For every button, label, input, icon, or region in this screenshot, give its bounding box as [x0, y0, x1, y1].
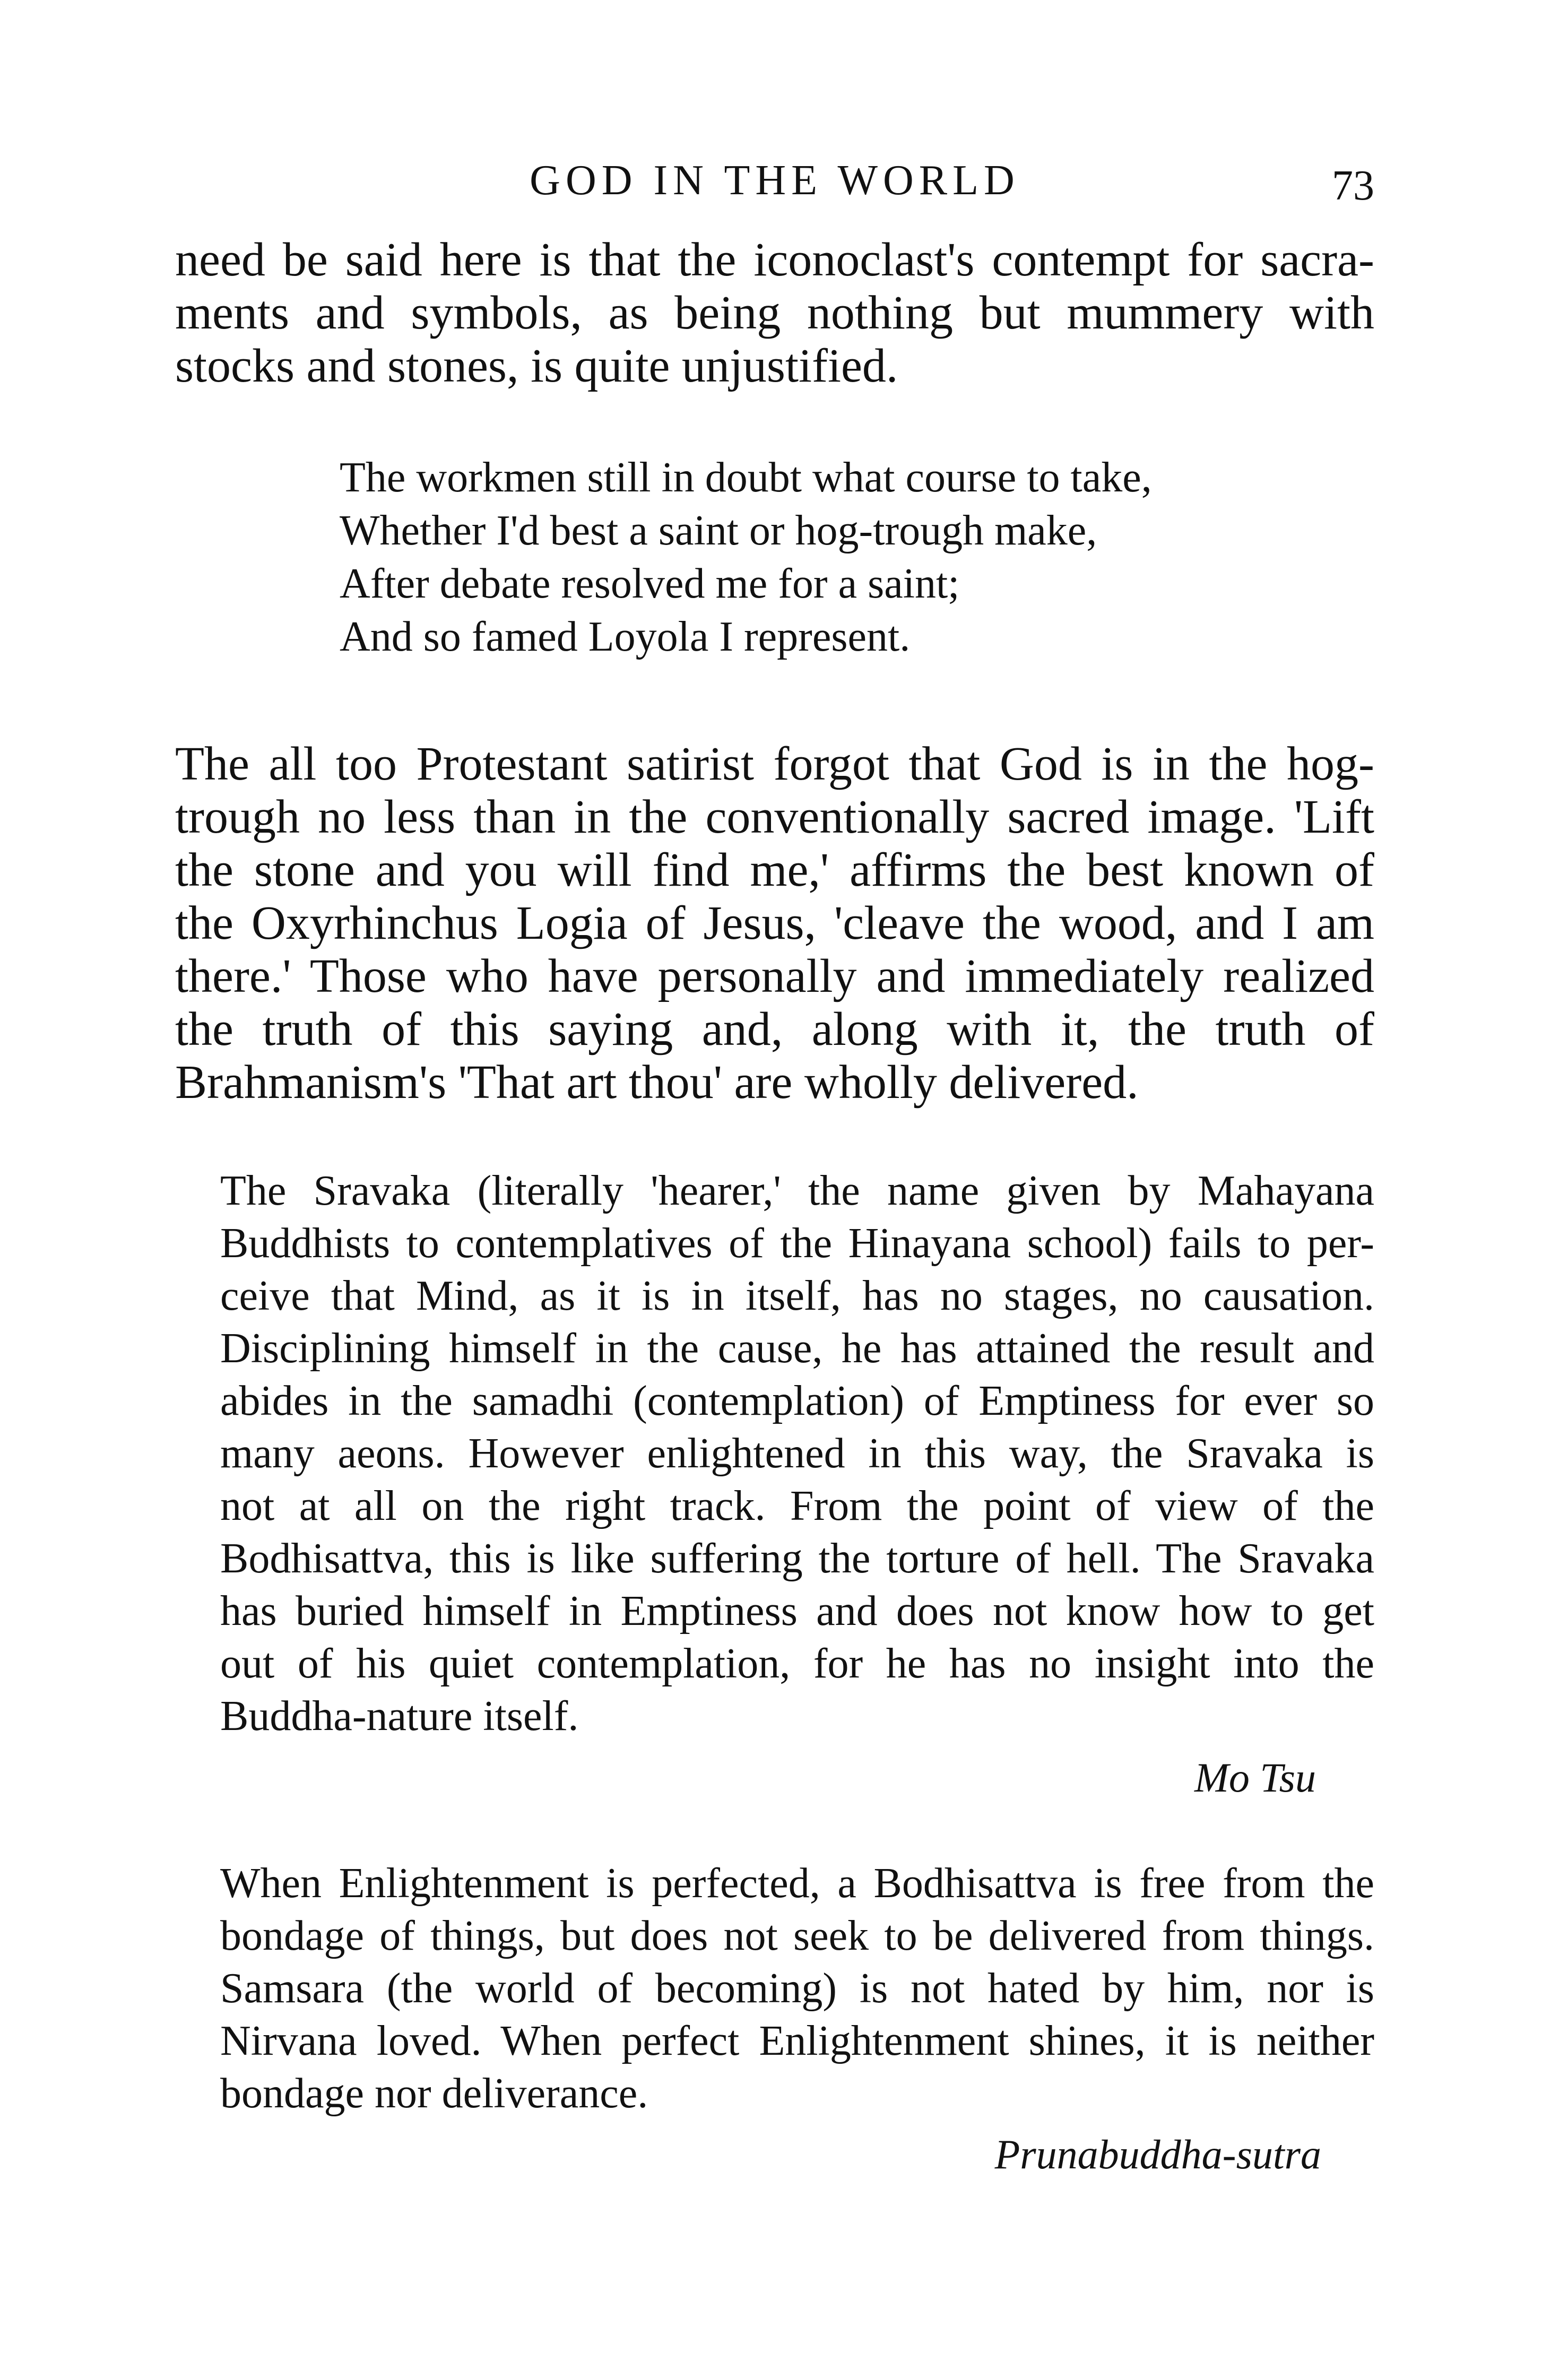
quote-line: Bodhisattva, this is like suffering the torture of hell. The Sravaka	[220, 1535, 1374, 1582]
paragraph-1	[175, 233, 1374, 393]
quote-line: out of his quiet contemplation, for he has no insight into the	[220, 1640, 1374, 1687]
quote-line: Buddha-nature itself.	[220, 1693, 579, 1740]
attribution-sutra: Prunabuddha-sutra	[994, 2131, 1321, 2177]
paragraph-2	[175, 738, 1374, 1109]
paragraph-line: the truth of this saying and, along with it, the truth of	[175, 1003, 1374, 1056]
paragraph-line: stocks and stones, is quite unjustified.	[175, 340, 898, 392]
quote-line: many aeons. However enlightened in this way, the Sravaka is	[220, 1430, 1374, 1477]
paragraph-line: The all too Protestant satirist forgot that God is in the hog-	[175, 738, 1374, 790]
quote-line: The Sravaka (literally 'hearer,' the name given by Mahayana	[220, 1167, 1374, 1214]
paragraph-line: Brahmanism's 'That art thou' are wholly delivered.	[175, 1056, 1139, 1109]
running-title: GOD IN THE WORLD	[530, 157, 1020, 204]
quote-line: bondage of things, but does not seek to be delivered from things.	[220, 1913, 1374, 1959]
paragraph-line: there.' Those who have personally and immediately realized	[175, 950, 1374, 1002]
quote-line: Samsara (the world of becoming) is not hated by him, nor is	[220, 1965, 1374, 2012]
paragraph-line: the Oxyrhinchus Logia of Jesus, 'cleave the wood, and I am	[175, 897, 1374, 949]
quote-line: ceive that Mind, as it is in itself, has no stages, no causation.	[220, 1273, 1374, 1319]
verse-line: And so famed Loyola I represent.	[340, 613, 911, 660]
verse-line: The workmen still in doubt what course to take,	[340, 454, 1152, 501]
quote-line: bondage nor deliverance.	[220, 2070, 648, 2117]
paragraph-line: ments and symbols, as being nothing but mummery with	[175, 287, 1374, 339]
paragraph-line: need be said here is that the iconoclast's contempt for sacra-	[175, 233, 1374, 286]
verse-quotation	[340, 451, 1242, 663]
quote-line: has buried himself in Emptiness and does not know how to get	[220, 1588, 1374, 1634]
quote-line: When Enlightenment is perfected, a Bodhisattva is free from the	[220, 1860, 1374, 1907]
attribution-mo-tsu: Mo Tsu	[1194, 1754, 1316, 1801]
paragraph-line: trough no less than in the conventionally sacred image. 'Lift	[175, 791, 1374, 843]
block-quote-1	[220, 1165, 1374, 1743]
running-head	[175, 151, 1374, 210]
paragraph-line: the stone and you will find me,' affirms the best known of	[175, 844, 1374, 896]
quote-line: not at all on the right track. From the point of view of the	[220, 1483, 1374, 1529]
verse-line: Whether I'd best a saint or hog-trough make,	[340, 507, 1097, 554]
quote-line: Disciplining himself in the cause, he has attained the result and	[220, 1325, 1374, 1372]
quote-line: abides in the samadhi (contemplation) of Emptiness for ever so	[220, 1378, 1374, 1424]
block-quote-2	[220, 1857, 1374, 2120]
page-number: 73	[1332, 162, 1374, 209]
quote-line: Nirvana loved. When perfect Enlightenment shines, it is neither	[220, 2018, 1374, 2064]
quote-line: Buddhists to contemplatives of the Hinayana school) fails to per-	[220, 1220, 1374, 1267]
verse-line: After debate resolved me for a saint;	[340, 560, 960, 607]
